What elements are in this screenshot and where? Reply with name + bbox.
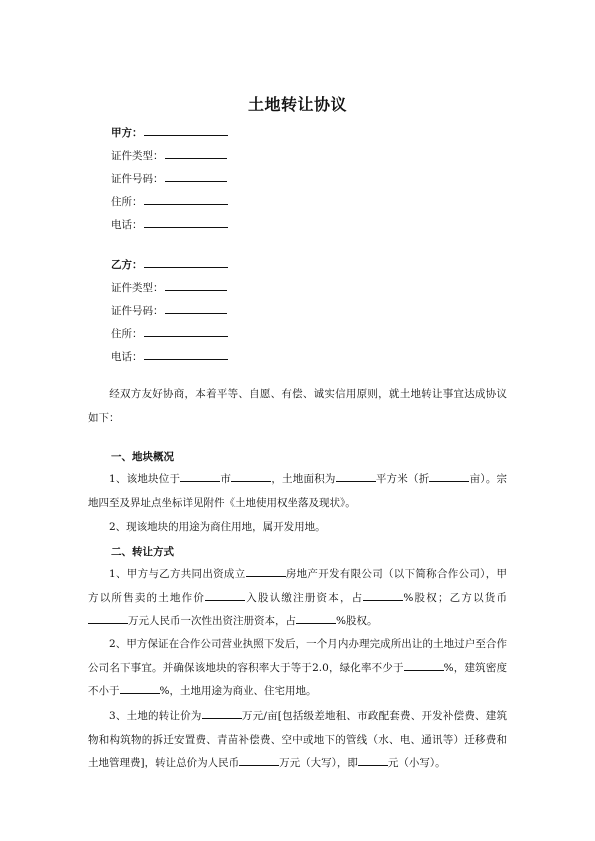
s2p3-text-d: 元（小写）。: [387, 757, 446, 769]
preamble-paragraph: [88, 383, 507, 430]
s2p1-text-c: 入股认缴注册资本，占: [245, 591, 364, 604]
s2p1-text-d: %股权；乙方以货币: [403, 591, 507, 604]
s2p1-text-a: 1、甲方与乙方共同出资成立: [109, 568, 246, 580]
s1p1-text-d: 平方米（折: [375, 473, 430, 485]
party-b-id-type-blank: [165, 279, 227, 291]
cash-amount-blank: [88, 611, 128, 624]
total-price-upper-blank: [239, 753, 279, 766]
section-1-heading: 一、地块概况: [111, 451, 174, 463]
party-a-id-type-blank: [165, 147, 227, 159]
land-value-blank: [205, 588, 245, 601]
party-b-field: [111, 256, 228, 272]
party-a-phone-label: 电话：: [111, 219, 143, 231]
party-a-address-blank: [144, 193, 228, 205]
s2p2-text-c: %，土地用途为商业、住宅用地。: [159, 685, 317, 697]
s2p1-text-e: 万元人民币一次性出资注册资本，占: [128, 615, 296, 627]
party-b-label: 乙方：: [111, 259, 143, 271]
party-a-field: [111, 124, 228, 140]
s2p1-text-f: %股权。: [336, 615, 378, 627]
party-b-id-type-label: 证件类型：: [111, 282, 164, 294]
party-a-id-type-field: [111, 147, 227, 163]
party-b-id-type-field: [111, 279, 227, 295]
location-blank: [180, 469, 220, 482]
green-rate-blank: [404, 658, 444, 671]
party-b-address-field: [111, 325, 228, 341]
section-2-paragraph-1: [88, 563, 507, 634]
party-a-address-field: [111, 193, 228, 209]
party-a-id-number-blank: [165, 170, 227, 182]
section-2-heading: 二、转让方式: [111, 546, 174, 558]
company-name-blank: [246, 564, 286, 577]
party-b-phone-blank: [144, 348, 228, 360]
party-b-address-blank: [144, 325, 228, 337]
total-price-lower-blank: [358, 753, 388, 766]
s1p1-text-e: 亩）。宗地四至及界址点坐标详见附件《土地使用权坐落及现状》。: [88, 473, 508, 509]
section-1-paragraph-1: [88, 468, 507, 515]
building-density-blank: [120, 681, 160, 694]
party-a-id-number-field: [111, 170, 227, 186]
party-b-phone-label: 电话：: [111, 351, 143, 363]
party-b-phone-field: [111, 348, 228, 364]
preamble-text: 经双方友好协商，本着平等、自愿、有偿、诚实信用原则，就土地转让事宜达成协议如下：: [88, 388, 507, 424]
s2p3-text-a: 3、土地的转让价为: [109, 710, 202, 722]
party-a-address-label: 住所：: [111, 196, 143, 208]
price-per-mu-blank: [202, 706, 242, 719]
mu-blank: [429, 469, 469, 482]
s1p1-text-b: 市: [220, 473, 232, 485]
party-a-phone-blank: [144, 216, 228, 228]
party-a-blank: [144, 124, 228, 136]
party-b-address-label: 住所：: [111, 328, 143, 340]
party-a-phone-field: [111, 216, 228, 232]
section-2-paragraph-3: [88, 705, 507, 776]
party-a-share-blank: [363, 588, 403, 601]
city-blank: [231, 469, 271, 482]
party-a-id-number-label: 证件号码：: [111, 173, 164, 185]
s1p2-text: 2、现该地块的用途为商住用地，属开发用地。: [109, 521, 326, 533]
s2p3-text-b: 万元/亩[包括级差地租、市政配套费、开发补偿费、建筑物和构筑物的拆迁安置费、青苗补偿费、空中或地下的管线（水、电、通讯等）迁移费和土地管理费]，转让总价为人民币: [88, 710, 507, 769]
party-b-id-number-label: 证件号码：: [111, 305, 164, 317]
area-blank: [336, 469, 376, 482]
document-title: 土地转让协议: [247, 95, 347, 114]
s1p1-text-c: ，土地面积为: [271, 473, 336, 485]
party-b-blank: [144, 256, 228, 268]
s2p2-text-a: 2、甲方保证在合作公司营业执照下发后，一个月内办理完成所出让的土地过户至合作公司名下事宜。并确保该地块的容积率大于等于2.0，绿化率不少于: [88, 638, 507, 674]
party-b-id-number-field: [111, 302, 227, 318]
s1p1-text-a: 1、该地块位于: [109, 473, 181, 485]
party-a-label: 甲方：: [111, 127, 143, 139]
s2p1-text-b: 房地产开发有限公司（以下简称合作公司），甲方以所售卖的土地作价: [88, 568, 507, 604]
party-a-id-type-label: 证件类型：: [111, 150, 164, 162]
section-2-paragraph-2: [88, 633, 507, 704]
s2p3-text-c: 万元（大写），即: [279, 757, 358, 769]
section-1-paragraph-2: [88, 516, 507, 540]
party-b-id-number-blank: [165, 302, 227, 314]
s2p2-text-b: %，建筑密度不小于: [88, 661, 507, 697]
party-b-share-blank: [296, 611, 336, 624]
